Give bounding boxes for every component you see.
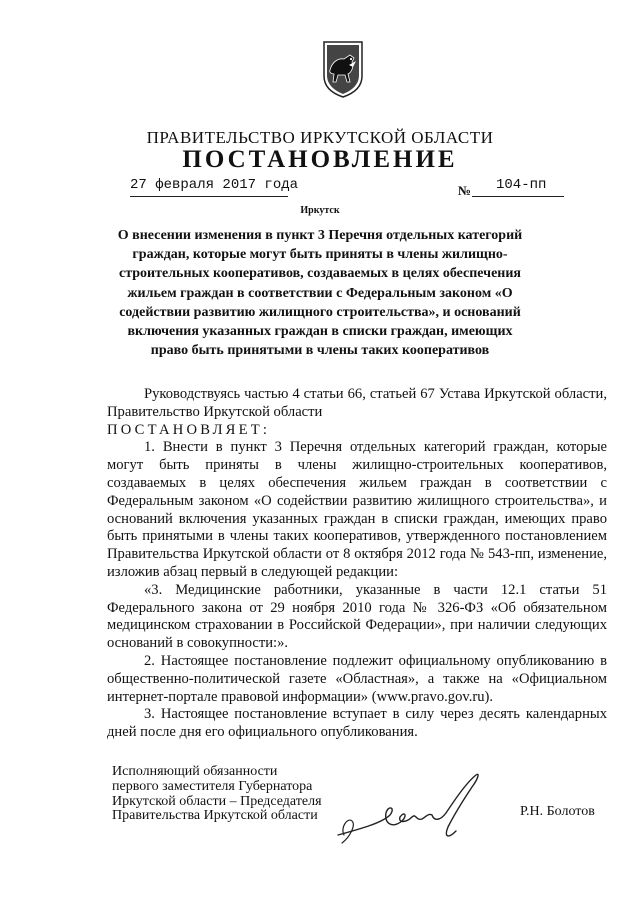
quoted-amendment: «3. Медицинские работники, указанные в части 12.1 статьи 51 Федерального закона от 29 ноября 2010 года № 326-ФЗ «Об обязательном медицинском страховании в Российской Федерации», при наличии следующих оснований в совокупности:». xyxy=(107,581,607,652)
number-sign: № xyxy=(458,183,472,198)
paragraph-1: 1. Внести в пункт 3 Перечня отдельных категорий граждан, которые могут быть приняты в члены жилищно-строительных кооперативов, создаваемых в целях обеспечения жильем граждан в соответствии с Федеральным законом «О содействии развитию жилищного строительства», и оснований включения указанных граждан в списки граждан, имеющих право быть принятыми в члены таких кооперативов, утвержденного постановлением Правительства Иркутской области от 8 октября 2012 года № 543-пп, изменение, изложив абзац первый в следующей редакции: xyxy=(107,439,607,580)
date-underline xyxy=(130,196,288,197)
signatory-line-2: первого заместителя Губернатора xyxy=(112,778,313,794)
preamble-paragraph: Руководствуясь частью 4 статьи 66, статьей 67 Устава Иркутской области, Правительство Иркутской области xyxy=(107,386,607,420)
organization-title: ПРАВИТЕЛЬСТВО ИРКУТСКОЙ ОБЛАСТИ xyxy=(146,128,494,147)
document-date: 27 февраля 2017 года xyxy=(130,177,299,193)
signatory-name: Р.Н. Болотов xyxy=(520,804,595,819)
signatory-line-4: Правительства Иркутской области xyxy=(112,808,318,824)
coat-of-arms-emblem xyxy=(320,40,366,98)
decree-word: ПОСТАНОВЛЯЕТ: xyxy=(107,421,271,438)
document-subject: О внесении изменения в пункт 3 Перечня отдельных категорий граждан, которые могут быть приняты в члены жилищно-строительных кооперативов, создаваемых в целях обеспечения жильем граждан в соответствии с Федеральным законом «О содействии развитию жилищного строительства», и оснований включения указанных граждан в списки граждан, имеющих право быть принятыми в члены таких кооперативов xyxy=(117,228,523,359)
handwritten-signature xyxy=(330,765,505,851)
document-number: 104-пп xyxy=(496,177,547,193)
signatory-line-3: Иркутской области – Председателя xyxy=(112,793,322,809)
signatory-position xyxy=(112,765,322,824)
number-underline xyxy=(472,196,564,197)
document-body xyxy=(107,386,607,742)
paragraph-3: 3. Настоящее постановление вступает в силу через десять календарных дней после дня его официального опубликования. xyxy=(107,706,607,741)
paragraph-2: 2. Настоящее постановление подлежит официальному опубликованию в общественно-политической газете «Областная», а также на «Официальном интернет-портале правовой информации» (www.pravo.gov.ru). xyxy=(107,652,607,705)
document-type-heading: ПОСТАНОВЛЕНИЕ xyxy=(182,146,458,173)
city-label: Иркутск xyxy=(300,205,340,216)
signatory-line-1: Исполняющий обязанности xyxy=(112,764,278,779)
